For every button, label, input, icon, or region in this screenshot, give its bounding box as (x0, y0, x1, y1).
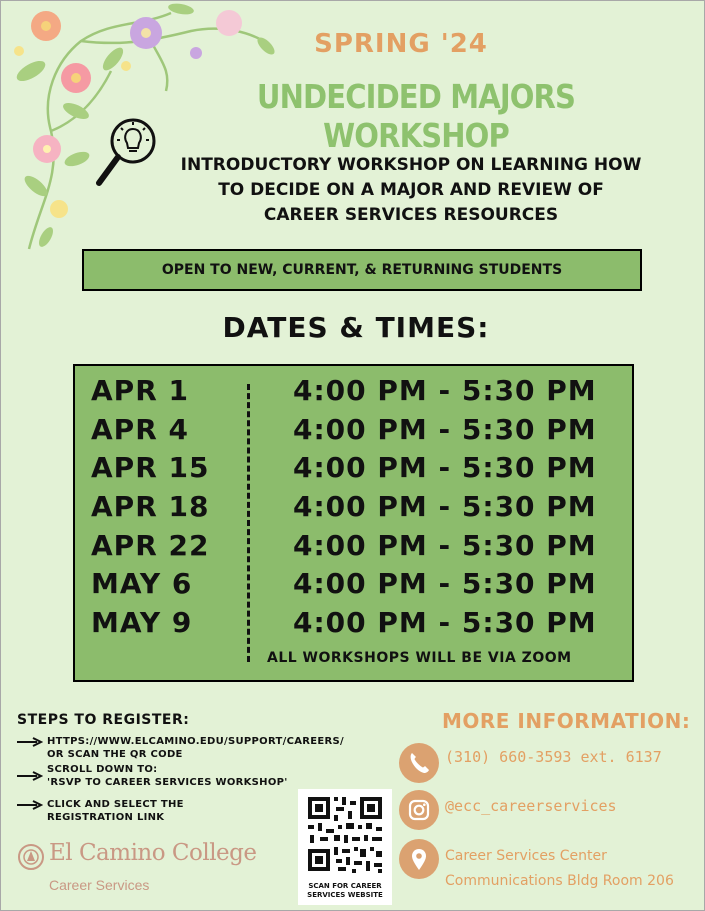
step-line: CLICK AND SELECT THE (47, 799, 184, 810)
schedule-date: APR 4 (91, 413, 189, 446)
phone-icon (399, 743, 439, 783)
college-seal-icon (17, 843, 45, 871)
phone-number[interactable]: (310) 660-3593 ext. 6137 (445, 748, 662, 766)
step-line: OR SCAN THE QR CODE (47, 749, 183, 760)
schedule-time: 4:00 PM - 5:30 PM (293, 606, 597, 639)
schedule-date: MAY 6 (91, 567, 193, 600)
schedule-date: APR 15 (91, 451, 210, 484)
dates-title: DATES & TIMES: (222, 311, 490, 344)
steps-title: STEPS TO REGISTER: (17, 712, 190, 728)
intro-line: CAREER SERVICES RESOURCES (263, 205, 559, 225)
intro-text (161, 153, 661, 228)
instagram-icon (399, 790, 439, 830)
location-pin-icon (399, 839, 439, 879)
qr-caption (298, 882, 392, 900)
eligibility-banner: OPEN TO NEW, CURRENT, & RETURNING STUDENTS (82, 249, 642, 291)
schedule-time: 4:00 PM - 5:30 PM (293, 490, 597, 523)
step-line: 'RSVP TO CAREER SERVICES WORKSHOP' (47, 777, 288, 788)
lightbulb-magnifier-icon (93, 113, 157, 191)
college-department: Career Services (49, 877, 150, 893)
qr-caption-line: SCAN FOR CAREER (308, 882, 382, 890)
location-line: Communications Bldg Room 206 (445, 873, 674, 889)
location-line: Career Services Center (445, 848, 607, 864)
schedule-date: MAY 9 (91, 606, 193, 639)
schedule-date: APR 1 (91, 374, 189, 407)
schedule-time: 4:00 PM - 5:30 PM (293, 451, 597, 484)
qr-code-icon (298, 789, 392, 881)
schedule-table (73, 364, 634, 682)
location-text (445, 844, 674, 894)
intro-line: INTRODUCTORY WORKSHOP ON LEARNING HOW (180, 155, 642, 175)
instagram-handle[interactable]: @ecc_careerservices (445, 797, 617, 815)
qr-code[interactable] (298, 789, 392, 905)
arrow-right-icon (17, 737, 43, 747)
qr-caption-line: SERVICES WEBSITE (307, 891, 383, 899)
schedule-time: 4:00 PM - 5:30 PM (293, 374, 597, 407)
zoom-note: ALL WORKSHOPS WILL BE VIA ZOOM (267, 650, 572, 666)
step-line: SCROLL DOWN TO: (47, 764, 158, 775)
schedule-date: APR 18 (91, 490, 210, 523)
intro-line: TO DECIDE ON A MAJOR AND REVIEW OF (218, 180, 604, 200)
schedule-time: 4:00 PM - 5:30 PM (293, 529, 597, 562)
workshop-title: UNDECIDED MAJORS WORKSHOP (256, 77, 576, 155)
step-line: HTTPS://WWW.ELCAMINO.EDU/SUPPORT/CAREERS/ (47, 736, 344, 747)
season-label: SPRING '24 (314, 29, 488, 59)
college-name: El Camino College (49, 840, 257, 866)
schedule-divider (247, 384, 250, 662)
more-info-title: MORE INFORMATION: (442, 709, 691, 733)
schedule-time: 4:00 PM - 5:30 PM (293, 567, 597, 600)
arrow-right-icon (17, 800, 43, 810)
schedule-time: 4:00 PM - 5:30 PM (293, 413, 597, 446)
schedule-date: APR 22 (91, 529, 210, 562)
step-line: REGISTRATION LINK (47, 812, 165, 823)
arrow-right-icon (17, 771, 43, 781)
